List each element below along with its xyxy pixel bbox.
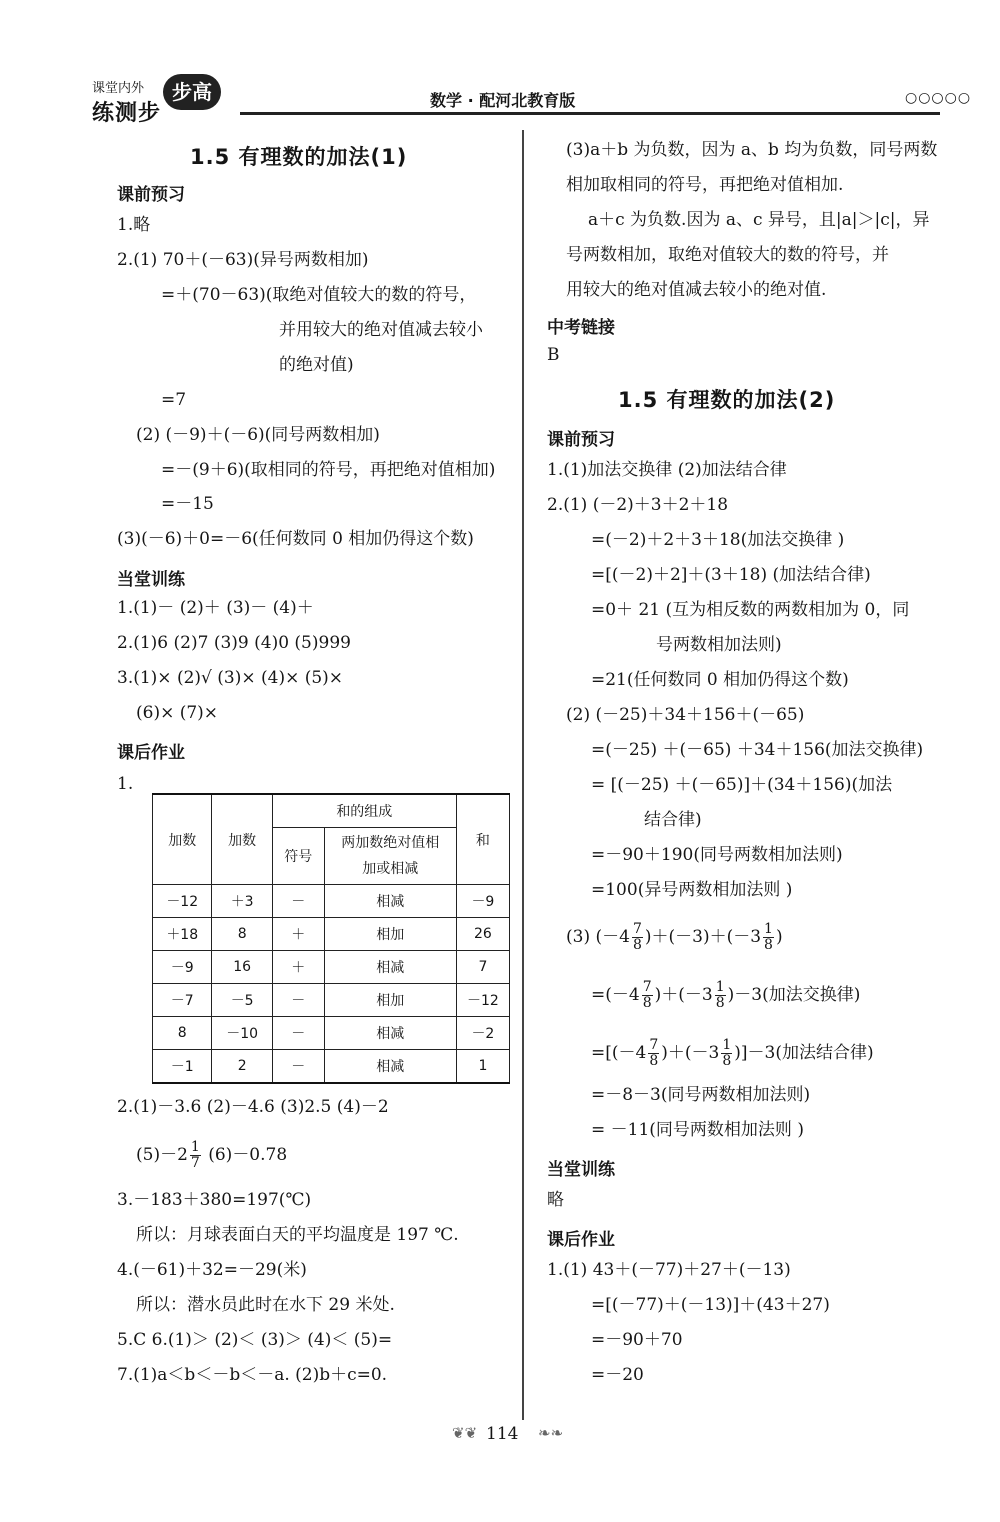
heading-homework-left: 课后作业: [117, 743, 185, 763]
answer-line: =0＋ 21 (互为相反数的两数相加为 0，同: [591, 600, 910, 620]
table-cell: ＋: [272, 918, 324, 951]
heading-preview-left: 课前预习: [117, 185, 185, 205]
fraction: [632, 922, 643, 953]
table-header-cell: 和: [456, 794, 509, 885]
table-cell: ＋18: [153, 918, 212, 951]
answer-line: =－90＋190(同号两数相加法则): [591, 845, 843, 865]
fraction-numerator: 1: [715, 979, 725, 995]
answer-line: 2.(1)－3.6 (2)－4.6 (3)2.5 (4)－2: [117, 1097, 389, 1117]
table-header-cell: 符号: [272, 828, 324, 885]
table-cell: 相减: [324, 885, 456, 918]
table-cell: －7: [153, 984, 212, 1017]
answer-line: =－90＋70: [591, 1330, 683, 1350]
answer-text: (3) (－4: [566, 927, 630, 947]
table-header-cell: 两加数绝对值相加或相减: [324, 828, 456, 885]
answer-line: =－(9＋6)(取相同的符号，再把绝对值相加): [161, 460, 496, 480]
answer-line: =＋(70－63)(取绝对值较大的数的符号，: [161, 285, 477, 305]
answer-line: 号两数相加，取绝对值较大的数的符号，并: [566, 245, 889, 265]
table-cell: －9: [456, 885, 509, 918]
fraction: [763, 922, 774, 953]
fraction-denominator: 8: [715, 995, 725, 1011]
fraction-numerator: 7: [642, 979, 652, 995]
answer-line: = －11(同号两数相加法则 ): [591, 1120, 804, 1140]
answer-line: (6)× (7)×: [136, 703, 219, 723]
table-row: [153, 984, 510, 1017]
header-ornament: ○○○○○: [905, 90, 972, 106]
page-ornament-left: ❦❦: [452, 1424, 478, 1442]
table-header-cell: 加数: [153, 794, 212, 885]
answer-text: )＋(－3)＋(－3: [644, 927, 762, 947]
fraction-numerator: 7: [649, 1037, 659, 1053]
table-cell: 相加: [324, 918, 456, 951]
table-cell: －9: [153, 951, 212, 984]
table-cell: 16: [212, 951, 272, 984]
sum-composition-table: [152, 793, 510, 1084]
fraction-numerator: 1: [722, 1037, 732, 1053]
table-cell: －: [272, 1050, 324, 1084]
answer-line: 2.(1)6 (2)7 (3)9 (4)0 (5)999: [117, 633, 351, 653]
heading-exam-link: 中考链接: [547, 318, 615, 338]
table-cell: －2: [456, 1017, 509, 1050]
answer-line-with-fraction: [136, 1140, 287, 1171]
answer-line: 结合律): [644, 810, 702, 830]
table-cell: －5: [212, 984, 272, 1017]
answer-line: 2.(1) (－2)＋3＋2＋18: [547, 495, 729, 515]
fraction-line: [566, 922, 783, 953]
table-cell: 1: [456, 1050, 509, 1084]
fraction-denominator: 7: [190, 1155, 200, 1171]
table-cell: 2: [212, 1050, 272, 1084]
answer-line: 相加取相同的符号，再把绝对值相加.: [566, 175, 844, 195]
answer-line: =－20: [591, 1365, 644, 1385]
table-cell: 8: [212, 918, 272, 951]
answer-text: (6)－0.78: [202, 1145, 288, 1165]
table-row: [153, 1050, 510, 1084]
answer-line: a＋c 为负数.因为 a、c 异号，且|a|＞|c|，异: [588, 210, 930, 230]
table-cell: ＋3: [212, 885, 272, 918]
answer-line: =7: [161, 390, 187, 410]
answer-line: =(－2)＋2＋3＋18(加法交换律 ): [591, 530, 845, 550]
table-cell: 相加: [324, 984, 456, 1017]
table-row: [153, 918, 510, 951]
table-cell: 8: [153, 1017, 212, 1050]
answer-line: (2) (－25)＋34＋156＋(－65): [566, 705, 805, 725]
answer-number: 1.: [117, 774, 134, 794]
table-cell: －10: [212, 1017, 272, 1050]
running-header-title: 数学 · 配河北教育版: [430, 91, 576, 110]
section-title-left: 1.5 有理数的加法(1): [190, 145, 408, 169]
answer-line: 3.－183＋380=197(℃): [117, 1190, 312, 1210]
answer-text: (5)－2: [136, 1145, 188, 1165]
table-cell: 相减: [324, 1017, 456, 1050]
answer-line: 1.略: [117, 215, 151, 235]
fraction: [715, 980, 726, 1011]
answer-line: =－15: [161, 494, 214, 514]
heading-homework-right: 课后作业: [547, 1230, 615, 1250]
answer-line: 1.(1)－ (2)＋ (3)－ (4)＋: [117, 598, 314, 618]
fraction-denominator: 8: [764, 937, 773, 953]
answer-text: =(－4: [591, 985, 640, 1005]
answer-line: (3)(－6)＋0=－6(任何数同 0 相加仍得这个数): [117, 529, 474, 549]
table-cell: －12: [456, 984, 509, 1017]
series-logo-subtitle: 课堂内外: [92, 81, 145, 96]
series-logo-badge: 步高: [163, 74, 221, 110]
table-cell: 26: [456, 918, 509, 951]
answer-text: )]－3(加法结合律): [734, 1043, 874, 1063]
table-header-cell: 加数: [212, 794, 272, 885]
fraction: [648, 1038, 659, 1069]
answer-line: 1.(1)加法交换律 (2)加法结合律: [547, 460, 787, 480]
answer-line: =(－25) ＋(－65) ＋34＋156(加法交换律): [591, 740, 924, 760]
answer-line: 并用较大的绝对值减去较小: [279, 320, 483, 340]
column-divider: [522, 130, 524, 1420]
fraction: [721, 1038, 732, 1069]
header-rule: [240, 112, 940, 115]
section-title-right: 1.5 有理数的加法(2): [618, 388, 836, 412]
table-header-row: [153, 794, 510, 828]
answer-text: ): [775, 927, 783, 947]
fraction-numerator: 1: [764, 921, 773, 937]
fraction-numerator: 1: [190, 1139, 200, 1155]
answer-line: 2.(1) 70＋(－63)(异号两数相加): [117, 250, 369, 270]
answer-line: = [(－25) ＋(－65)]＋(34＋156)(加法: [591, 775, 893, 795]
answer-line: 所以：月球表面白天的平均温度是 197 ℃.: [136, 1225, 459, 1245]
answer-line: =21(任何数同 0 相加仍得这个数): [591, 670, 849, 690]
heading-class-left: 当堂训练: [117, 570, 185, 590]
table-header-cell: 和的组成: [272, 794, 456, 828]
table-row: [153, 885, 510, 918]
table-cell: －1: [153, 1050, 212, 1084]
heading-class-right: 当堂训练: [547, 1160, 615, 1180]
fraction-denominator: 8: [722, 1053, 732, 1069]
fraction-denominator: 8: [632, 937, 642, 953]
table-cell: 相减: [324, 951, 456, 984]
answer-line: 4.(－61)＋32=－29(米): [117, 1260, 307, 1280]
answer-line: 的绝对值): [279, 355, 354, 375]
table-row: [153, 951, 510, 984]
table-cell: －: [272, 984, 324, 1017]
fraction-denominator: 8: [649, 1053, 659, 1069]
answer-line: 5.C 6.(1)＞ (2)＜ (3)＞ (4)＜ (5)=: [117, 1330, 393, 1350]
answer-text: )＋(－3: [661, 1043, 720, 1063]
answer-line: 号两数相加法则): [656, 635, 782, 655]
page-ornament-right: ❧❧: [538, 1424, 564, 1442]
fraction-numerator: 7: [632, 921, 642, 937]
answer-line: 所以：潜水员此时在水下 29 米处.: [136, 1295, 395, 1315]
answer-line: 3.(1)× (2)√ (3)× (4)× (5)×: [117, 668, 344, 688]
table-cell: －: [272, 885, 324, 918]
fraction-denominator: 8: [642, 995, 652, 1011]
page-number: 114: [486, 1424, 519, 1444]
answer-text: )－3(加法交换律): [727, 985, 861, 1005]
fraction: [190, 1140, 201, 1171]
answer-line: 略: [547, 1190, 564, 1210]
answer-line: =[(－77)＋(－13)]＋(43＋27): [591, 1295, 830, 1315]
fraction-line: [591, 1038, 874, 1069]
answer-line: =100(异号两数相加法则 ): [591, 880, 793, 900]
heading-preview-right: 课前预习: [547, 430, 615, 450]
table-cell: ＋: [272, 951, 324, 984]
table-cell: 相减: [324, 1050, 456, 1084]
answer-line: 7.(1)a＜b＜－b＜－a. (2)b＋c=0.: [117, 1365, 388, 1385]
answer-line: (2) (－9)＋(－6)(同号两数相加): [136, 425, 380, 445]
fraction-line: [591, 980, 860, 1011]
table-row: [153, 1017, 510, 1050]
answer-line: (3)a＋b 为负数，因为 a、b 均为负数，同号两数: [566, 140, 938, 160]
answer-line: B: [547, 345, 560, 365]
answer-line: 用较大的绝对值减去较小的绝对值.: [566, 280, 827, 300]
answer-line: 1.(1) 43＋(－77)＋27＋(－13): [547, 1260, 791, 1280]
series-logo-title: 练测步: [92, 101, 162, 126]
table-cell: 7: [456, 951, 509, 984]
answer-text: =[(－4: [591, 1043, 647, 1063]
answer-text: )＋(－3: [654, 985, 713, 1005]
table-cell: －: [272, 1017, 324, 1050]
fraction: [642, 980, 653, 1011]
table-cell: －12: [153, 885, 212, 918]
answer-line: =－8－3(同号两数相加法则): [591, 1085, 811, 1105]
answer-line: =[(－2)＋2]＋(3＋18) (加法结合律): [591, 565, 871, 585]
